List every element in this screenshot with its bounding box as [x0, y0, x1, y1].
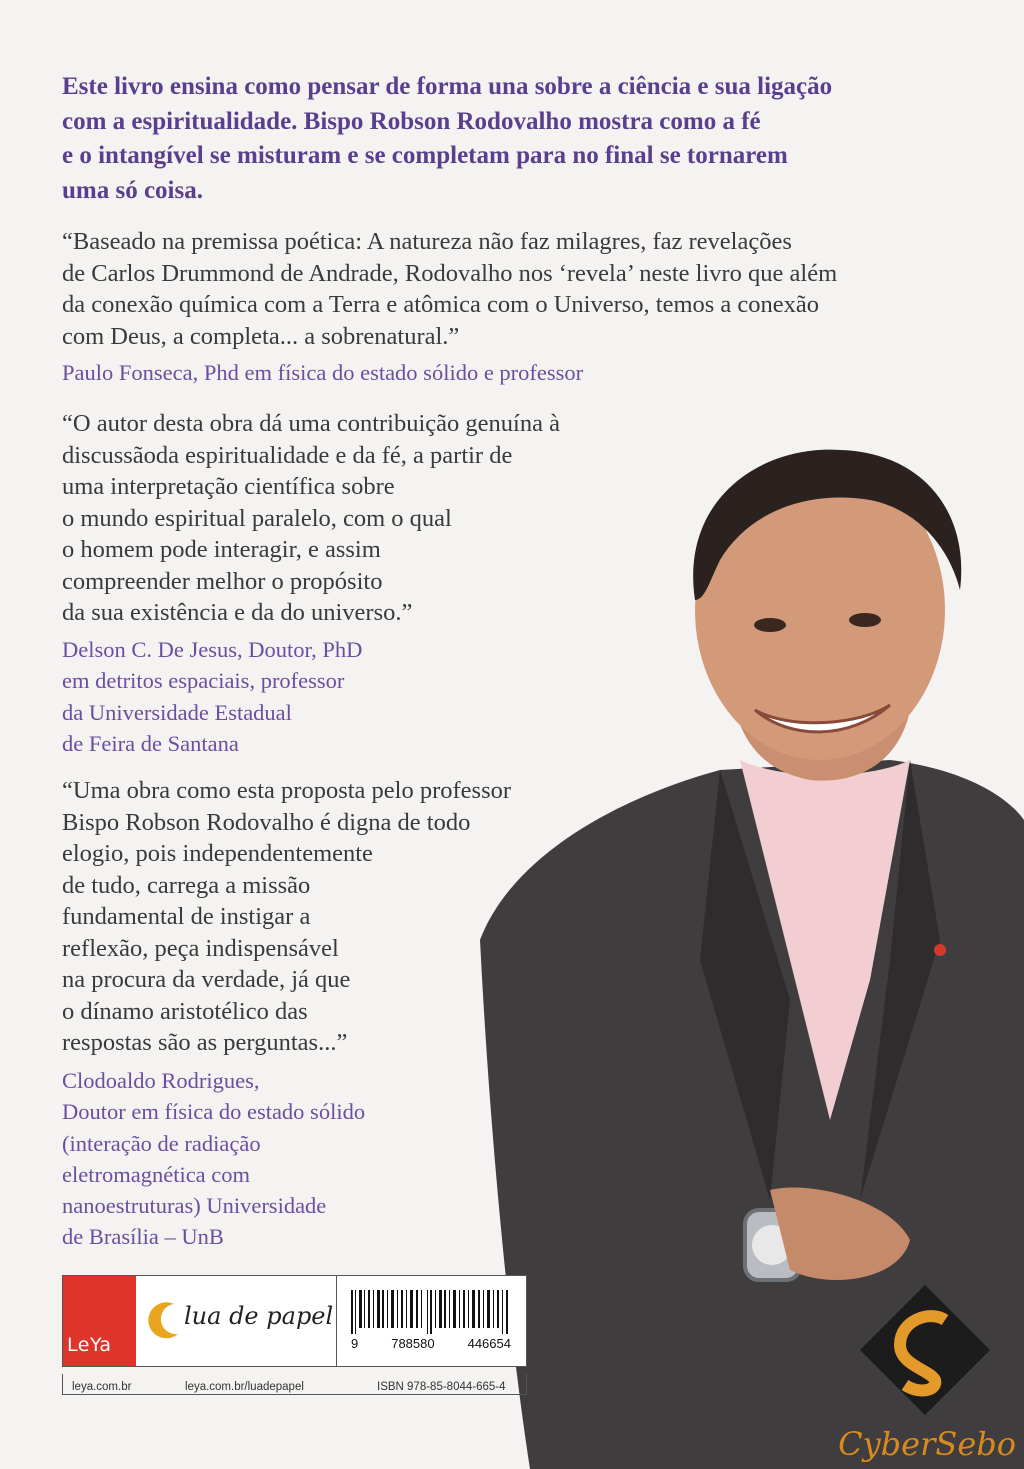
attribution-line: eletromagnética com: [62, 1161, 251, 1187]
attribution-paulo-fonseca: [62, 357, 583, 388]
barcode-digit-group: 788580: [391, 1336, 435, 1351]
attribution-line: de Feira de Santana: [62, 730, 239, 756]
attribution-line: nanoestruturas) Universidade: [62, 1193, 327, 1219]
leya-logo: [63, 1276, 136, 1366]
quote-line: de tudo, carrega a missão: [62, 871, 311, 899]
attribution-delson-de-jesus: [62, 634, 362, 759]
quote-line: reflexão, peça indispensável: [62, 934, 339, 962]
quote-line: da sua existência e da do universo.”: [62, 599, 413, 626]
quote-line: com Deus, a completa... a sobrenatural.”: [62, 322, 460, 350]
lua-de-papel-logo: [136, 1276, 337, 1366]
crescent-moon-icon: [144, 1300, 184, 1340]
lua-de-papel-url: leya.com.br/luadepapel: [185, 1381, 304, 1393]
attribution-line: Paulo Fonseca, Phd em física do estado sólido e professor: [62, 360, 584, 385]
lua-de-papel-logo-text: lua de papel: [184, 1302, 334, 1330]
intro-paragraph: [62, 70, 942, 208]
isbn-barcode: [337, 1276, 526, 1366]
attribution-line: Delson C. De Jesus, Doutor, PhD: [62, 637, 363, 662]
quote-line: na procura da verdade, já que: [62, 966, 351, 993]
attribution-line: em detritos espaciais, professor: [62, 668, 345, 694]
quote-line: fundamental de instigar a: [62, 903, 311, 930]
quote-line: compreender melhor o propósito: [62, 567, 383, 595]
barcode-digit-group: 9: [351, 1336, 359, 1351]
attribution-line: Clodoaldo Rodrigues,: [62, 1068, 260, 1093]
quote-line: o homem pode interagir, e assim: [62, 536, 381, 563]
intro-line: Este livro ensina como pensar de forma una sobre a ciência e sua ligação: [62, 73, 833, 100]
quote-line: “O autor desta obra dá uma contribuição genuína à: [62, 410, 560, 437]
quote-line: elogio, pois independentemente: [62, 840, 373, 867]
attribution-line: de Brasília – UnB: [62, 1224, 224, 1250]
quote-line: da conexão química com a Terra e atômica com o Universo, temos a conexão: [62, 291, 820, 318]
cybersebo-watermark: CyberSebo: [838, 1425, 1016, 1463]
intro-line: com a espiritualidade. Bispo Robson Rodovalho mostra como a fé: [62, 107, 761, 135]
barcode-digits: [351, 1336, 511, 1351]
isbn-text: ISBN 978-85-8044-665-4: [377, 1381, 506, 1393]
quote-line: discussãoda espiritualidade e da fé, a partir de: [62, 441, 513, 469]
quote-line: de Carlos Drummond de Andrade, Rodovalho nos ‘revela’ neste livro que além: [62, 259, 838, 287]
quote-clodoaldo-rodrigues: [62, 775, 511, 1059]
attribution-line: da Universidade Estadual: [62, 699, 292, 725]
leya-logo-text: LeYa: [67, 1334, 112, 1356]
quote-line: “Uma obra como esta proposta pelo professor: [62, 777, 512, 804]
quote-line: respostas são as perguntas...”: [62, 1029, 348, 1056]
quote-line: “Baseado na premissa poética: A natureza não faz milagres, faz revelações: [62, 228, 792, 255]
intro-line: e o intangível se misturam e se completam para no final se tornarem: [62, 142, 788, 169]
attribution-line: (interação de radiação: [62, 1130, 261, 1156]
attribution-clodoaldo-rodrigues: [62, 1065, 365, 1253]
quote-line: Bispo Robson Rodovalho é digna de todo: [62, 808, 471, 836]
leya-url: leya.com.br: [72, 1381, 132, 1393]
cybersebo-logo-icon: [860, 1285, 990, 1415]
quote-line: o mundo espiritual paralelo, com o qual: [62, 504, 452, 532]
quote-line: o dínamo aristotélico das: [62, 997, 308, 1025]
barcode-digit-group: 446654: [467, 1336, 511, 1351]
quote-paulo-fonseca: [62, 226, 837, 352]
quote-line: uma interpretação científica sobre: [62, 473, 395, 500]
intro-line: uma só coisa.: [62, 176, 203, 204]
barcode-bars: [351, 1290, 511, 1334]
publisher-logos-box: [62, 1275, 527, 1367]
attribution-line: Doutor em física do estado sólido: [62, 1099, 366, 1125]
